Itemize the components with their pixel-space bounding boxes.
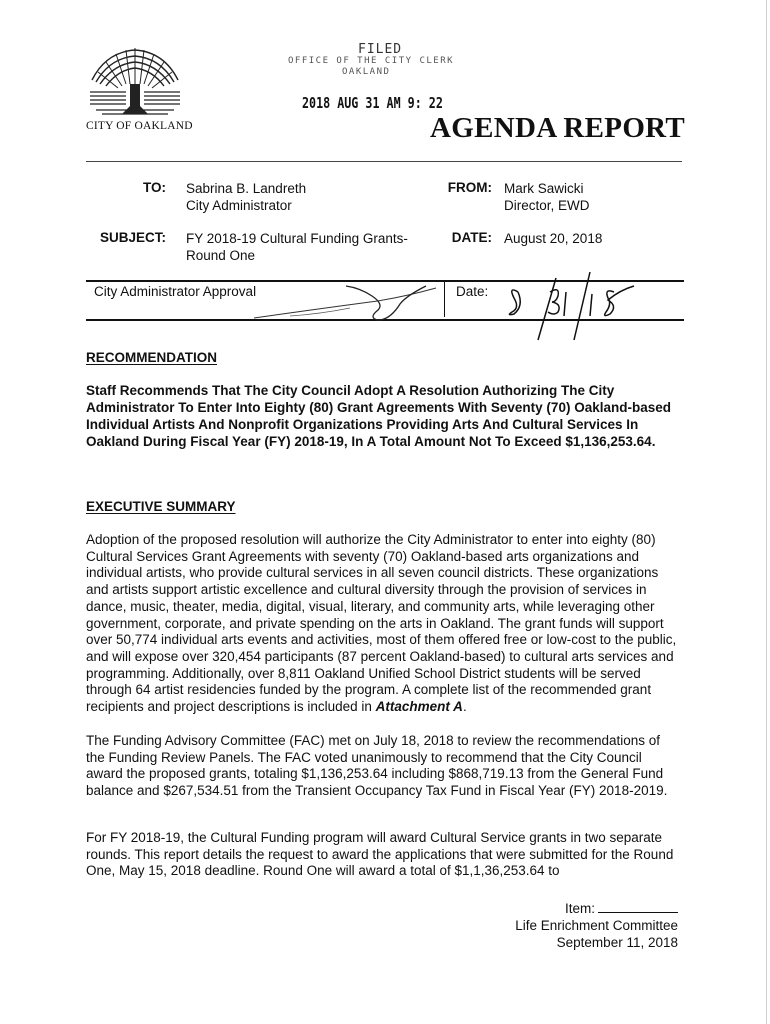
item-label: Item: [564, 901, 595, 916]
page-footer [480, 900, 678, 951]
to-label: TO: [143, 180, 166, 195]
page-title: AGENDA REPORT [430, 112, 686, 144]
stamp-office: OFFICE OF THE CITY CLERK [288, 56, 455, 66]
stamp-datetime: 2018 AUG 31 AM 9: 22 [302, 94, 443, 112]
executive-summary-paragraph-2: The Funding Advisory Committee (FAC) met on July 18, 2018 to review the recommendations of the Funding Review Panels. The FAC voted unanimously to recommend that the City Council award the proposed grants, totaling $1,136,253.64 including $868,719.13 from the General Fund balance and $267,534.51 from the Transient Occupancy Tax Fund in Fiscal Year (FY) 2018-2019. [86, 733, 668, 799]
from-value [504, 180, 684, 214]
executive-summary-paragraph-1 [86, 532, 682, 716]
date-label: DATE: [451, 230, 492, 245]
from-name: Mark Sawicki [504, 181, 584, 196]
from-label: FROM: [447, 180, 492, 195]
stamp-city: OAKLAND [342, 67, 391, 77]
subject-label: SUBJECT: [99, 230, 166, 245]
approval-date-label: Date: [456, 284, 489, 299]
p1-end: . [462, 699, 467, 715]
scan-edge [766, 0, 767, 1024]
from-title: Director, EWD [504, 198, 590, 213]
handwritten-approval-date [504, 270, 644, 350]
approval-label: City Administrator Approval [94, 284, 257, 299]
subject-line-2: Round One [186, 248, 256, 263]
recommendation-text: Staff Recommends That The City Council Adopt A Resolution Authorizing The City Administrator To Enter Into Eighty (80) Grant Agreements With Seventy (70) Oakland-based Individual Artists And Nonprofit Organizations Providing Arts And Cultural Services In Oakland During Fiscal Year (FY) 2018-19, In A Total Amount Not To Exceed $1,136,253.64. [86, 383, 671, 449]
header-divider [86, 161, 682, 162]
meeting-date: September 11, 2018 [556, 935, 678, 950]
date-value: August 20, 2018 [504, 231, 603, 246]
subject-value [186, 230, 426, 264]
approval-divider [444, 282, 445, 317]
recommendation-heading: RECOMMENDATION [86, 350, 217, 365]
oakland-tree-logo-icon [86, 44, 184, 118]
item-blank-line [598, 900, 678, 913]
committee-name: Life Enrichment Committee [515, 918, 678, 933]
p1-text: Adoption of the proposed resolution will authorize the City Administrator to enter into eighty (80) Cultural Services Grant Agreements with seventy (70) Oakland-based arts organizations and individual artists, who provide cultural services in all seven council districts. These organizations and artists support artistic excellence and cultural diversity through the provision of services in dance, music, theater, media, digital, visual, literary, and community arts, while leveraging other government, corporate, and private spending on the arts in Oakland. The grant funds will support over 50,774 individual arts events and activities, most of them offered free or low-cost to the public, and will expose over 320,454 participants (87 percent Oakland-based) to cultural arts services and programming. Additionally, over 8,811 Oakland Unified School District students will be served through 64 artist residencies funded by the program. A complete list of the recommended grant recipients and project descriptions is included in [86, 532, 677, 715]
to-title: City Administrator [186, 198, 292, 213]
subject-line-1: FY 2018-19 Cultural Funding Grants- [186, 231, 408, 246]
executive-summary-heading: EXECUTIVE SUMMARY [86, 499, 236, 514]
administrator-signature [250, 274, 440, 324]
stamp-filed: FILED [358, 42, 403, 57]
to-value [186, 180, 426, 214]
item-field [480, 900, 678, 917]
attachment-a-reference: Attachment A [375, 699, 463, 715]
to-name: Sabrina B. Landreth [186, 181, 307, 196]
city-name: CITY OF OAKLAND [86, 120, 193, 132]
executive-summary-paragraph-3: For FY 2018-19, the Cultural Funding program will award Cultural Service grants in two separate rounds. This report details the request to award the applications that were submitted for the Round One, May 15, 2018 deadline. Round One will award a total of $1,1,36,253.64 to [86, 830, 674, 879]
